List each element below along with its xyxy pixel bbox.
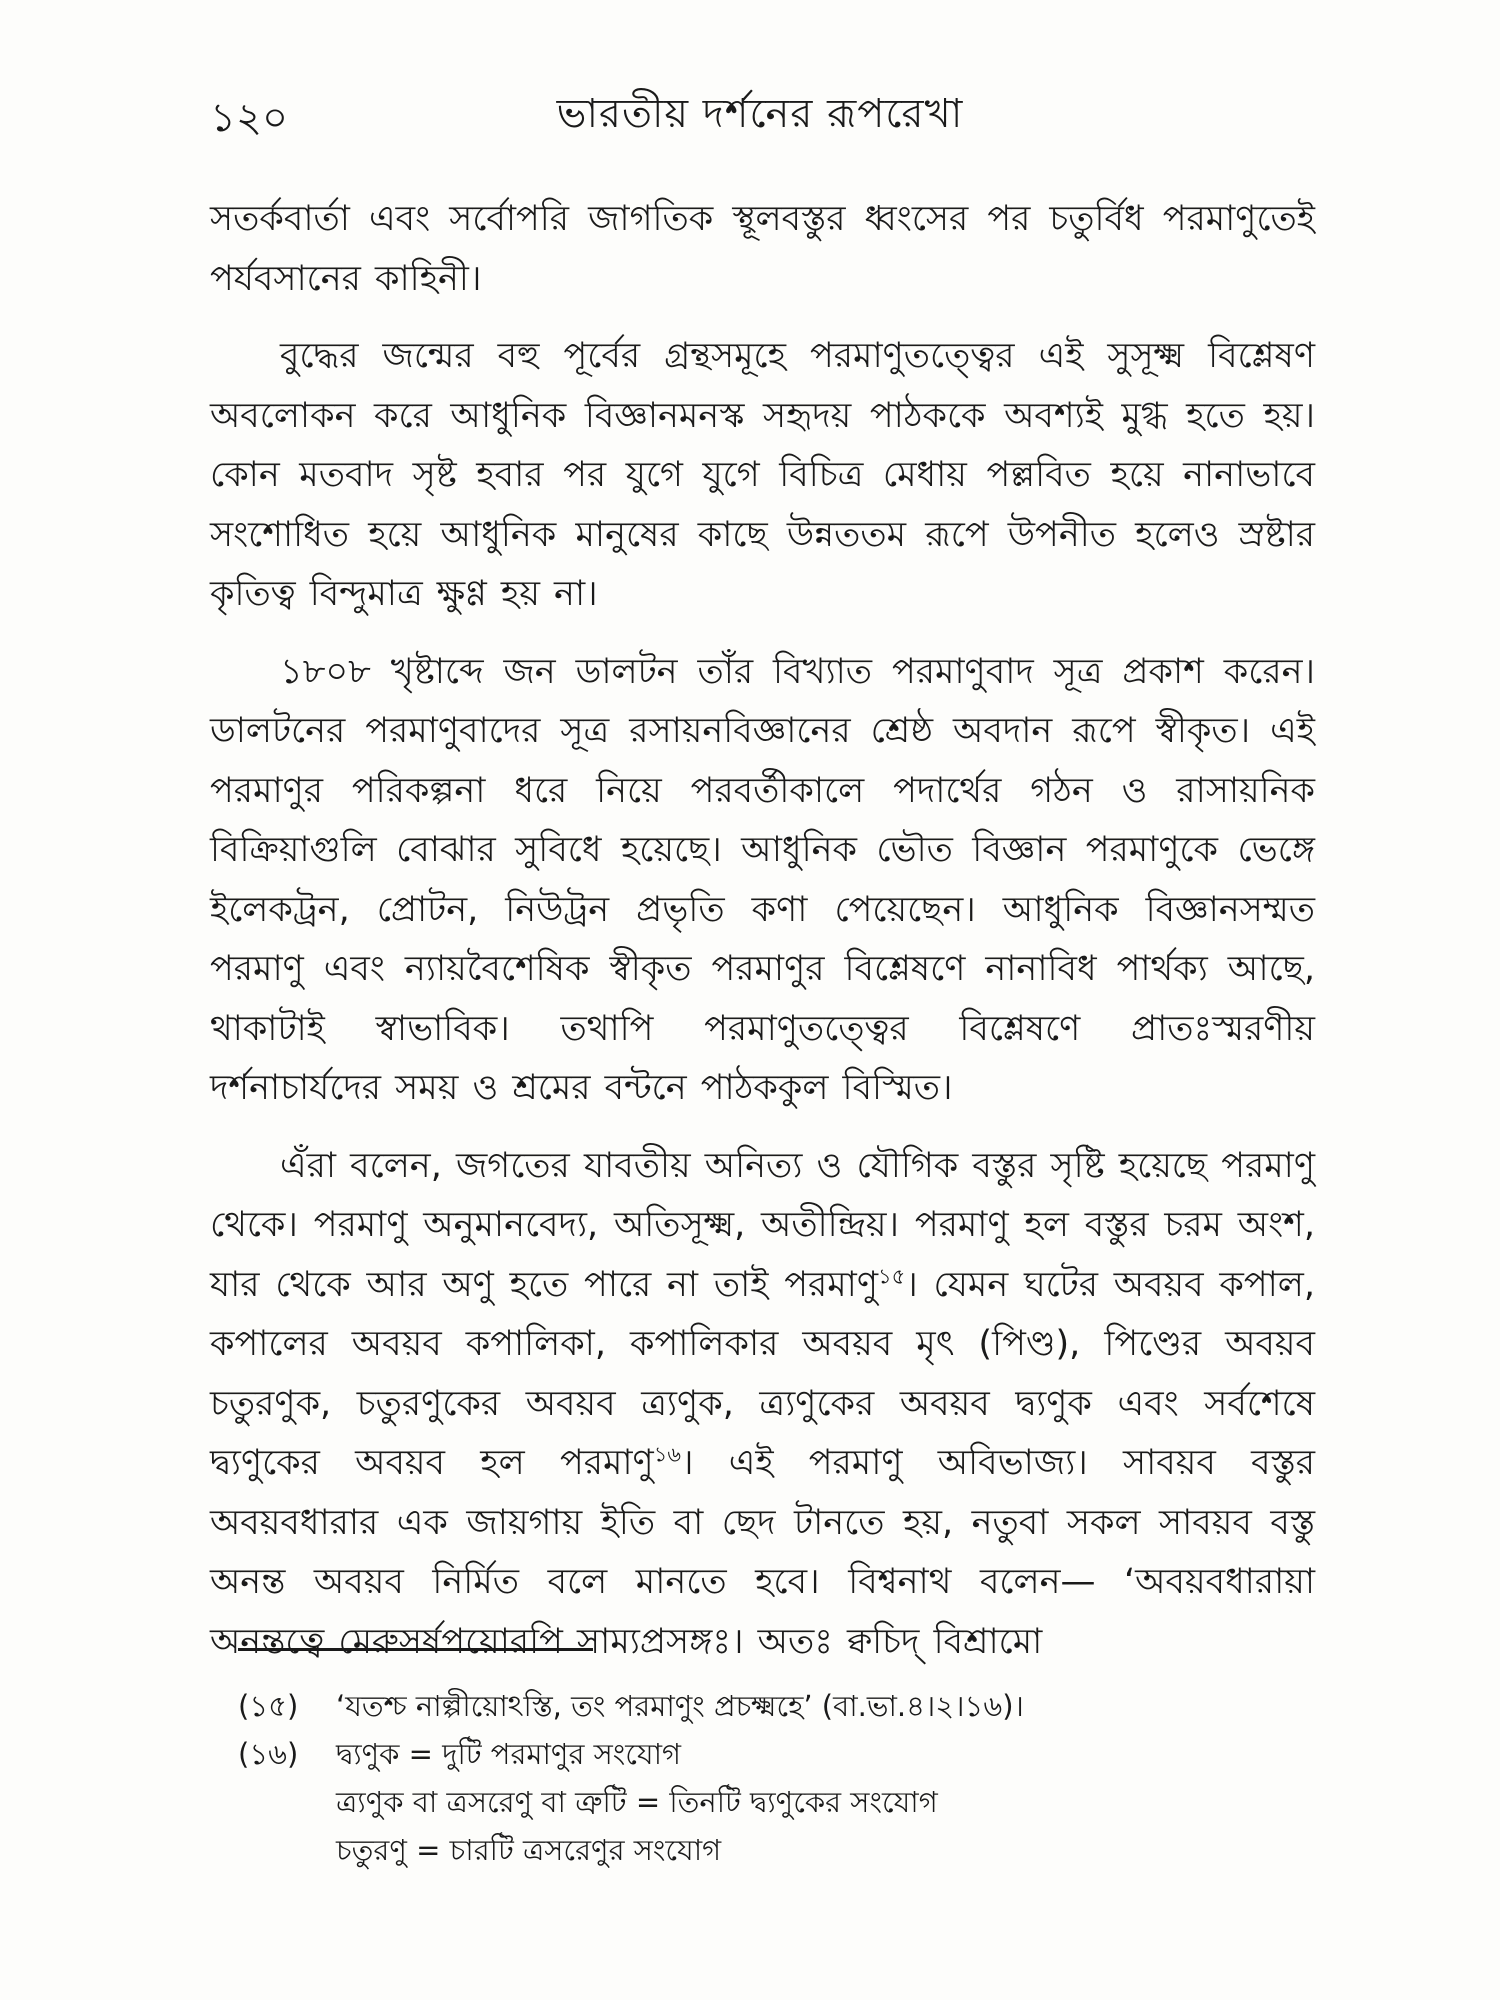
footnote-16-line-3: চতুরণু = চারটি ত্রসরেণুর সংযোগ	[336, 1833, 722, 1867]
paragraph-4-text-c: । এই পরমাণু অবিভাজ্য। সাবয়ব বস্তুর অবয়বধারার এক জায়গায় ইতি বা ছেদ টানতে হয়, নতুবা সকল সাবয়ব বস্তু অনন্ত অবয়ব নির্মিত বলে মানতে হবে। বিশ্বনাথ বলেন— ‘অবয়বধারায়া অনন্তত্বে মেরুসর্ষপয়োরপি সাম্যপ্রসঙ্গঃ। অতঃ ক্বচিদ্‌ বিশ্রামো	[210, 1443, 1316, 1662]
running-title: ভারতীয় দর্শনের রূপরেখা	[556, 91, 964, 137]
paragraph-4-text-b: । যেমন ঘটের অবয়ব কপাল, কপালের অবয়ব কপালিকা, কপালিকার অবয়ব মৃৎ (পিণ্ড), পিণ্ডের অবয়ব চতুরণুক, চতুরণুকের অবয়ব ত্র্যণুক, ত্র্যণুকের অবয়ব দ্ব্যণুক এবং সর্বশেষে দ্ব্যণুকের অবয়ব হল পরমাণু	[210, 1264, 1315, 1483]
footnotes	[238, 1682, 1308, 1874]
paragraph-3: ১৮০৮ খৃষ্টাব্দে জন ডালটন তাঁর বিখ্যাত পরমাণুবাদ সূত্র প্রকাশ করেন। ডালটনের পরমাণুবাদের সূত্র রসায়নবিজ্ঞানের শ্রেষ্ঠ অবদান রূপে স্বীকৃত। এই পরমাণুর পরিকল্পনা ধরে নিয়ে পরবর্তীকালে পদার্থের গঠন ও রাসায়নিক বিক্রিয়াগুলি বোঝার সুবিধে হয়েছে। আধুনিক ভৌত বিজ্ঞান পরমাণুকে ভেঙ্গে ইলেকট্রন, প্রোটন, নিউট্রন প্রভৃতি কণা পেয়েছেন। আধুনিক বিজ্ঞানসম্মত পরমাণু এবং ন্যায়বৈশেষিক স্বীকৃত পরমাণুর বিশ্লেষণে নানাবিধ পার্থক্য আছে, থাকাটাই স্বাভাবিক। তথাপি পরমাণুতত্ত্বের বিশ্লেষণে প্রাতঃস্মরণীয় দর্শনাচার্যদের সময় ও শ্রমের বন্টনে পাঠককুল বিস্মিত।	[210, 651, 1315, 1108]
footnote-divider	[238, 1648, 593, 1651]
main-text	[210, 190, 1315, 1672]
footnote-text: ‘যতশ্চ নাল্পীয়োঽস্তি, তং পরমাণুং প্রচক্ষ্মহে’ (বা.ভা.৪।২।১৬)।	[336, 1689, 1024, 1723]
paragraph-4	[210, 1137, 1315, 1673]
footnote-marker: (১৬)	[238, 1737, 299, 1771]
page-header	[210, 88, 1310, 148]
paragraph-2: বুদ্ধের জন্মের বহু পূর্বের গ্রন্থসমূহে পরমাণুতত্ত্বের এই সুসূক্ষ্ম বিশ্লেষণ অবলোকন করে আধুনিক বিজ্ঞানমনস্ক সহৃদয় পাঠককে অবশ্যই মুগ্ধ হতে হয়। কোন মতবাদ সৃষ্ট হবার পর যুগে যুগে বিচিত্র মেধায় পল্লবিত হয়ে নানাভাবে সংশোধিত হয়ে আধুনিক মানুষের কাছে উন্নততম রূপে উপনীত হলেও স্রষ্টার কৃতিত্ব বিন্দুমাত্র ক্ষুণ্ণ হয় না।	[210, 336, 1315, 614]
footnote-marker: (১৫)	[238, 1689, 299, 1723]
paragraph-4-text-a: এঁরা বলেন, জগতের যাবতীয় অনিত্য ও যৌগিক বস্তুর সৃষ্টি হয়েছে পরমাণু থেকে। পরমাণু অনুমানবেদ্য, অতিসূক্ষ্ম, অতীন্দ্রিয়। পরমাণু হল বস্তুর চরম অংশ, যার থেকে আর অণু হতে পারে না তাই পরমাণু	[210, 1145, 1315, 1305]
footnote-ref-16[interactable]: ১৬	[653, 1442, 681, 1467]
footnote-16	[238, 1730, 1308, 1778]
footnote-15	[238, 1682, 1308, 1730]
footnote-text: দ্ব্যণুক = দুটি পরমাণুর সংযোগ	[336, 1737, 682, 1771]
paragraph-1: সতর্কবার্তা এবং সর্বোপরি জাগতিক স্থূলবস্তুর ধ্বংসের পর চতুর্বিধ পরমাণুতেই পর্যবসানের কাহিনী।	[210, 199, 1315, 299]
footnote-16-line-2: ত্র্যণুক বা ত্রসরেণু বা ত্রুটি = তিনটি দ্ব্যণুকের সংযোগ	[336, 1785, 938, 1819]
page-number: ১২০	[210, 95, 288, 141]
footnote-ref-15[interactable]: ১৫	[877, 1263, 906, 1288]
